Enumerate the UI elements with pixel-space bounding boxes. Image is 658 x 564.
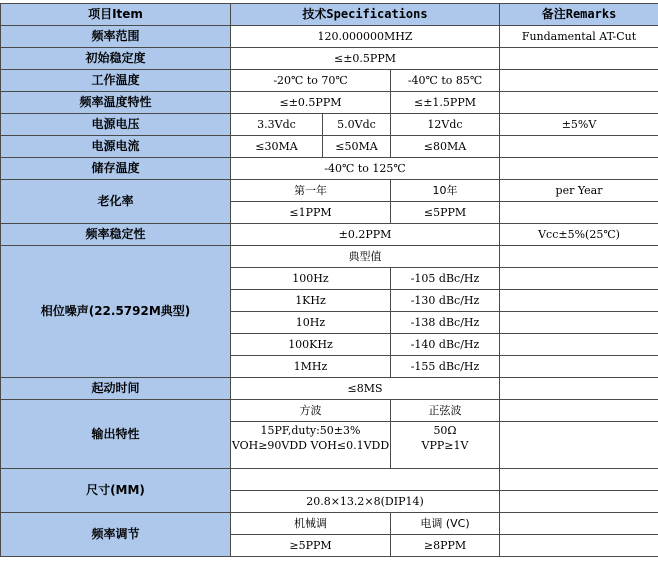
label-output: 输出特性 <box>1 400 231 469</box>
aging-first-year-value: ≤1PPM <box>231 202 391 224</box>
dimensions-empty <box>231 469 500 491</box>
phase-noise-value: -130 dBc/Hz <box>391 290 500 312</box>
aging-ten-year-header: 10年 <box>391 180 500 202</box>
remark-output-empty <box>500 422 658 469</box>
remark-freq-temp-char <box>500 92 658 114</box>
aging-first-year-header: 第一年 <box>231 180 391 202</box>
header-item: 项目Item <box>1 4 231 26</box>
remark-supply-current <box>500 136 658 158</box>
phase-noise-typical-header: 典型值 <box>231 246 500 268</box>
row-phase-noise-header <box>1 246 658 268</box>
value-storage-temp: -40℃ to 125℃ <box>231 158 500 180</box>
row-freq-stability <box>1 224 658 246</box>
label-supply-voltage: 电源电压 <box>1 114 231 136</box>
phase-noise-offset: 1KHz <box>231 290 391 312</box>
value-initial-stability: ≤±0.5PPM <box>231 48 500 70</box>
value-operating-temp-b: -40℃ to 85℃ <box>391 70 500 92</box>
remark-dimensions-empty <box>500 491 658 513</box>
remark-empty <box>500 334 658 356</box>
output-square-header: 方波 <box>231 400 391 422</box>
label-startup-time: 起动时间 <box>1 378 231 400</box>
row-freq-adjust-header <box>1 513 658 535</box>
output-sine-header: 正弦波 <box>391 400 500 422</box>
freq-adjust-vc-value: ≥8PPM <box>391 535 500 557</box>
output-sine-line1: 50Ω <box>433 423 457 437</box>
value-supply-current-2: ≤50MA <box>323 136 391 158</box>
phase-noise-offset: 100Hz <box>231 268 391 290</box>
remark-output <box>500 400 658 422</box>
remark-empty <box>500 290 658 312</box>
header-specifications: 技术Specifications <box>231 4 500 26</box>
row-output-header <box>1 400 658 422</box>
label-operating-temp: 工作温度 <box>1 70 231 92</box>
remark-empty <box>500 312 658 334</box>
label-freq-stability: 频率稳定性 <box>1 224 231 246</box>
value-frequency-range: 120.000000MHZ <box>231 26 500 48</box>
value-supply-voltage-3: 12Vdc <box>391 114 500 136</box>
row-operating-temp <box>1 70 658 92</box>
phase-noise-offset: 100KHz <box>231 334 391 356</box>
freq-adjust-mech-header: 机械调 <box>231 513 391 535</box>
row-storage-temp <box>1 158 658 180</box>
row-supply-current <box>1 136 658 158</box>
value-freq-temp-char-a: ≤±0.5PPM <box>231 92 391 114</box>
header-remarks: 备注Remarks <box>500 4 658 26</box>
phase-noise-offset: 10Hz <box>231 312 391 334</box>
phase-noise-offset: 1MHz <box>231 356 391 378</box>
output-square-values <box>231 422 391 469</box>
value-supply-current-3: ≤80MA <box>391 136 500 158</box>
remark-empty <box>500 356 658 378</box>
output-square-line1: 15PF,duty:50±3% <box>260 423 361 437</box>
label-frequency-range: 频率范围 <box>1 26 231 48</box>
header-row <box>1 4 658 26</box>
remark-dimensions <box>500 469 658 491</box>
remark-freq-adjust <box>500 513 658 535</box>
label-aging: 老化率 <box>1 180 231 224</box>
row-aging-header <box>1 180 658 202</box>
output-square-line2: VOH≥90VDD VOH≤0.1VDD <box>231 438 390 452</box>
remark-empty <box>500 268 658 290</box>
value-supply-voltage-1: 3.3Vdc <box>231 114 323 136</box>
label-dimensions: 尺寸(MM) <box>1 469 231 513</box>
label-phase-noise: 相位噪声(22.5792M典型) <box>1 246 231 378</box>
value-freq-stability: ±0.2PPM <box>231 224 500 246</box>
remark-supply-voltage: ±5%V <box>500 114 658 136</box>
value-startup-time: ≤8MS <box>231 378 500 400</box>
row-freq-temp-char <box>1 92 658 114</box>
specification-table <box>0 3 658 557</box>
remark-frequency-range: Fundamental AT-Cut <box>500 26 658 48</box>
remark-startup-time <box>500 378 658 400</box>
output-sine-line2: VPP≥1V <box>421 438 469 452</box>
label-initial-stability: 初始稳定度 <box>1 48 231 70</box>
label-storage-temp: 储存温度 <box>1 158 231 180</box>
remark-initial-stability <box>500 48 658 70</box>
remark-phase-noise <box>500 246 658 268</box>
row-initial-stability <box>1 48 658 70</box>
remark-aging-empty <box>500 202 658 224</box>
value-supply-current-1: ≤30MA <box>231 136 323 158</box>
row-startup-time <box>1 378 658 400</box>
row-frequency-range <box>1 26 658 48</box>
phase-noise-value: -138 dBc/Hz <box>391 312 500 334</box>
label-freq-adjust: 频率调节 <box>1 513 231 557</box>
remark-operating-temp <box>500 70 658 92</box>
label-supply-current: 电源电流 <box>1 136 231 158</box>
row-supply-voltage <box>1 114 658 136</box>
value-operating-temp-a: -20℃ to 70℃ <box>231 70 391 92</box>
value-freq-temp-char-b: ≤±1.5PPM <box>391 92 500 114</box>
aging-ten-year-value: ≤5PPM <box>391 202 500 224</box>
phase-noise-value: -155 dBc/Hz <box>391 356 500 378</box>
value-dimensions: 20.8×13.2×8(DIP14) <box>231 491 500 513</box>
remark-freq-adjust-empty <box>500 535 658 557</box>
output-sine-values <box>391 422 500 469</box>
remark-freq-stability: Vcc±5%(25℃) <box>500 224 658 246</box>
phase-noise-value: -140 dBc/Hz <box>391 334 500 356</box>
value-supply-voltage-2: 5.0Vdc <box>323 114 391 136</box>
remark-aging: per Year <box>500 180 658 202</box>
remark-storage-temp <box>500 158 658 180</box>
freq-adjust-vc-header: 电调 (VC) <box>391 513 500 535</box>
freq-adjust-mech-value: ≥5PPM <box>231 535 391 557</box>
label-freq-temp-char: 频率温度特性 <box>1 92 231 114</box>
phase-noise-value: -105 dBc/Hz <box>391 268 500 290</box>
row-dimensions-top <box>1 469 658 491</box>
